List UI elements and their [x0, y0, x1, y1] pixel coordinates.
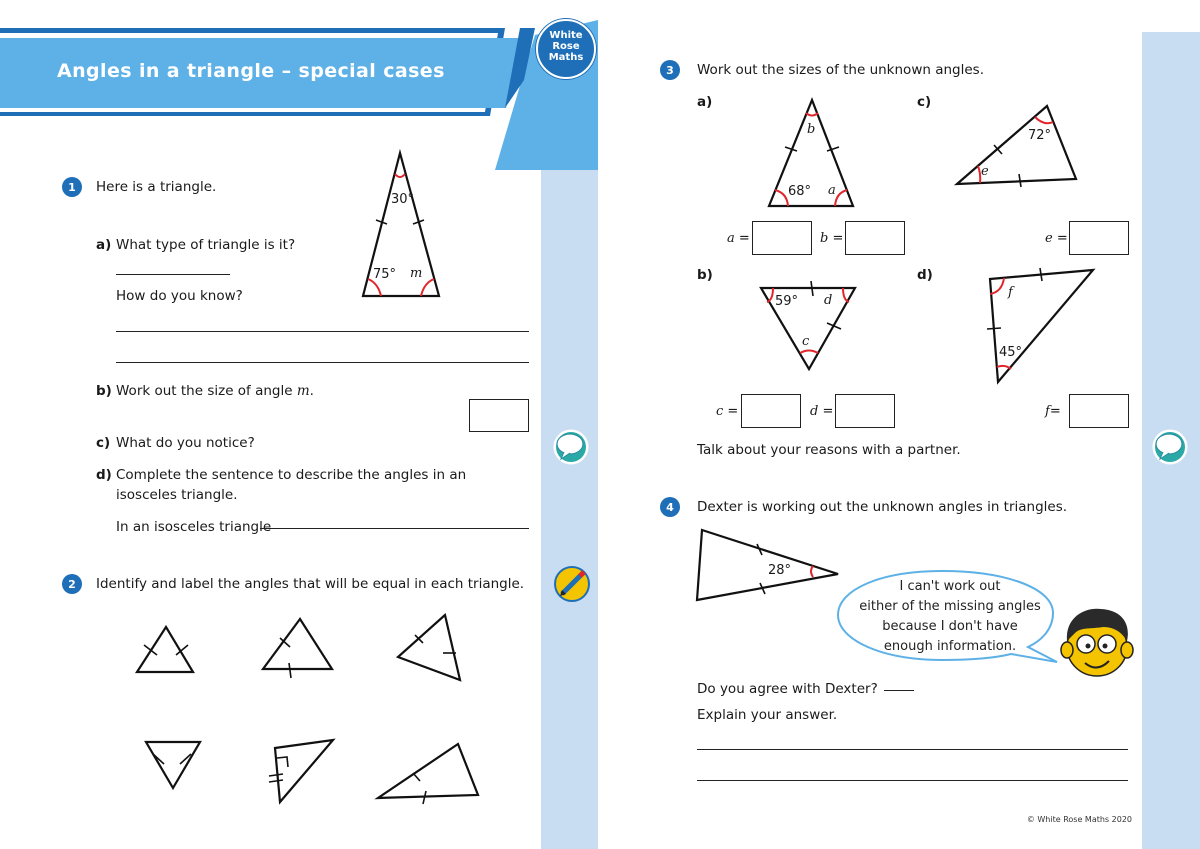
- q3-triangle-d: [980, 262, 1100, 387]
- q3-answer-a-eq: =: [738, 231, 750, 246]
- q3-answer-e-eq: =: [1056, 231, 1068, 246]
- q1-d-text-2: isosceles triangle.: [116, 487, 238, 503]
- q3-talk-text: Talk about your reasons with a partner.: [697, 442, 961, 458]
- q3d-angle-f-label: f: [1008, 285, 1013, 300]
- q4-explain-text: Explain your answer.: [697, 707, 838, 723]
- speech-line-1: I can't work out: [899, 579, 1001, 594]
- q3-part-b-label: b): [697, 267, 713, 283]
- q1-triangle: [355, 148, 450, 303]
- q1-d-answer-line[interactable]: [260, 528, 529, 529]
- copyright: © White Rose Maths 2020: [1026, 815, 1132, 824]
- q3-answer-c-var: c: [716, 404, 724, 419]
- q3-answer-c-label-row: [716, 404, 738, 419]
- q3b-angle-d-label: d: [824, 293, 833, 308]
- q1-b-text: Work out the size of angle: [116, 383, 293, 399]
- q3-answer-c-box[interactable]: [741, 394, 801, 428]
- q3-triangle-c: [950, 100, 1080, 190]
- q3-answer-a-box[interactable]: [752, 221, 812, 255]
- q1-b-var: m: [296, 383, 310, 399]
- q3-text: Work out the sizes of the unknown angles.: [697, 62, 984, 78]
- q4-agree-text: Do you agree with Dexter?: [697, 681, 878, 697]
- q3-answer-f-eq: =: [1049, 404, 1061, 419]
- q3-answer-e-label-row: [1045, 231, 1068, 246]
- q3-part-d-label: d): [917, 267, 933, 283]
- q1-a-label: a): [96, 237, 112, 253]
- q3-answer-f-label-row: [1045, 404, 1061, 419]
- speech-line-3: because I don't have: [882, 619, 1018, 634]
- q3b-angle-c-label: c: [802, 334, 810, 349]
- q2-text: Identify and label the angles that will be equal in each triangle.: [96, 576, 525, 592]
- left-side-band: [541, 140, 598, 849]
- dexter-avatar: [1055, 603, 1140, 681]
- q3-answer-d-label-row: [810, 404, 833, 419]
- q3c-angle-72-label: 72°: [1028, 128, 1052, 143]
- dexter-speech-text: [850, 577, 1050, 657]
- q4-explain-answer-line-2[interactable]: [697, 780, 1128, 781]
- q3b-angle-59-label: 59°: [775, 294, 799, 309]
- q2-triangles: [120, 605, 490, 805]
- q3-answer-e-box[interactable]: [1069, 221, 1129, 255]
- q3a-angle-68-label: 68°: [788, 184, 812, 199]
- q1-c-text: What do you notice?: [116, 435, 255, 451]
- q3-part-a-label: a): [697, 94, 713, 110]
- q1-angle-m-label: m: [410, 266, 423, 281]
- question-1-number: 1: [62, 177, 82, 197]
- q1-b-text-row: [116, 383, 314, 399]
- q1-how-answer-line-2[interactable]: [116, 362, 529, 363]
- white-rose-logo: [536, 19, 596, 79]
- q3a-angle-a-label: a: [828, 183, 836, 198]
- q3a-angle-b-label: b: [807, 122, 816, 137]
- q1-c-label: c): [96, 435, 111, 451]
- q3-answer-d-box[interactable]: [835, 394, 895, 428]
- q1-angle-left-label: 75°: [373, 267, 397, 282]
- q3-answer-b-eq: =: [832, 231, 844, 246]
- q1-d-text-1: Complete the sentence to describe the angles in an: [116, 467, 467, 483]
- q3-part-c-label: c): [917, 94, 932, 110]
- q1-how-answer-line-1[interactable]: [116, 331, 529, 332]
- q3-answer-a-label-row: [727, 231, 750, 246]
- logo-line-2: Rose: [552, 41, 580, 52]
- pencil-icon: [553, 565, 591, 603]
- logo-line-1: White: [549, 30, 583, 41]
- q3d-angle-45-label: 45°: [999, 345, 1023, 360]
- header-banner: [0, 0, 612, 175]
- q3-answer-b-label-row: [820, 231, 843, 246]
- question-2-number: 2: [62, 574, 82, 594]
- q1-d-sentence: In an isosceles triangle: [116, 519, 272, 535]
- q1-angle-top-label: 30°: [391, 192, 415, 207]
- q4-explain-answer-line-1[interactable]: [697, 749, 1128, 750]
- q1-how-text: How do you know?: [116, 288, 243, 304]
- q1-a-answer-line[interactable]: [116, 274, 230, 275]
- q3-answer-b-box[interactable]: [845, 221, 905, 255]
- logo-line-3: Maths: [548, 52, 584, 63]
- q3-answer-b-var: b: [820, 231, 829, 246]
- q3-answer-a-var: a: [727, 231, 735, 246]
- q1-b-label: b): [96, 383, 112, 399]
- question-4-number: 4: [660, 497, 680, 517]
- q3-answer-f-box[interactable]: [1069, 394, 1129, 428]
- q1-intro: Here is a triangle.: [96, 179, 217, 195]
- q3-triangle-b: [755, 280, 865, 380]
- speech-line-4: enough information.: [883, 639, 1017, 654]
- q3-answer-d-eq: =: [822, 404, 834, 419]
- q1-a-text: What type of triangle is it?: [116, 237, 296, 253]
- q3-answer-e-var: e: [1045, 231, 1053, 246]
- q4-agree-answer-line[interactable]: [884, 690, 914, 691]
- question-3-number: 3: [660, 60, 680, 80]
- page-title: Angles in a triangle – special cases: [57, 60, 445, 82]
- talk-bubble-icon: [552, 428, 590, 466]
- q3c-angle-e-label: e: [981, 164, 989, 179]
- q3-answer-c-eq: =: [727, 404, 739, 419]
- q1-b-dot: .: [309, 383, 314, 399]
- q3-answer-d-var: d: [810, 404, 819, 419]
- q3-answer-f-var: f: [1045, 404, 1050, 419]
- q4-angle-28-label: 28°: [768, 563, 792, 578]
- talk-bubble-icon-right: [1151, 428, 1189, 466]
- q1-b-answer-box[interactable]: [469, 399, 529, 432]
- q1-d-label: d): [96, 467, 112, 483]
- speech-line-2: either of the missing angles: [859, 599, 1041, 614]
- q4-text: Dexter is working out the unknown angles in triangles.: [697, 499, 1068, 515]
